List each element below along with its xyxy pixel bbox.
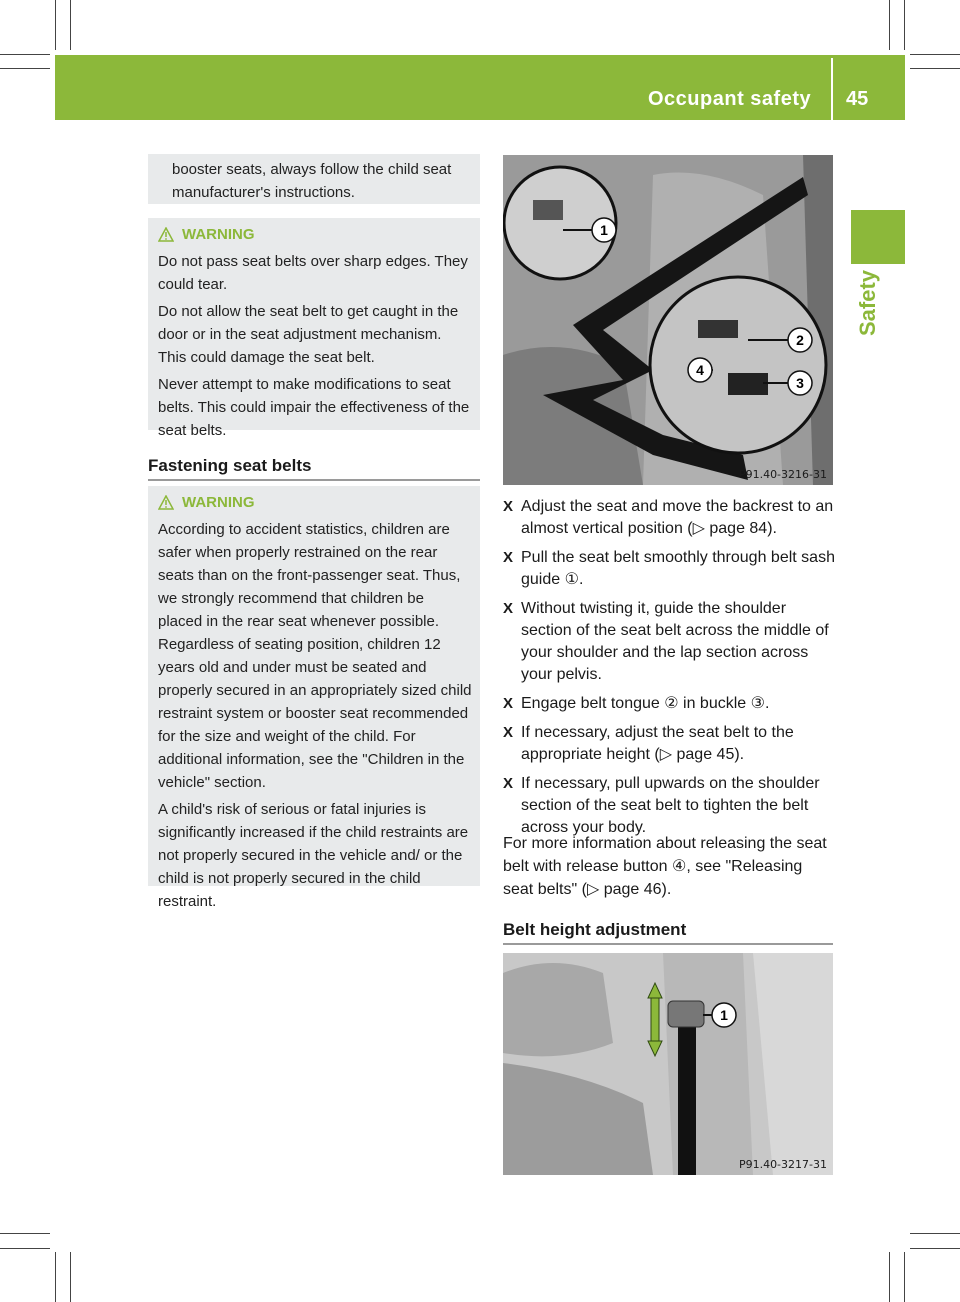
crop-mark bbox=[910, 54, 960, 55]
step-marker: X bbox=[503, 549, 514, 566]
belt-height-illustration bbox=[503, 953, 833, 1175]
step-marker: X bbox=[503, 498, 514, 515]
instruction-step: X Adjust the seat and move the backrest to an almost vertical position (▷ page 84). bbox=[503, 498, 834, 537]
warning-paragraph: Do not allow the seat belt to get caught in the door or in the seat adjustment mechanism. This could damage the seat belt. bbox=[158, 303, 459, 366]
crop-mark bbox=[910, 68, 960, 69]
instruction-step: X If necessary, pull upwards on the shoulder section of the seat belt to tighten the belt across your body. bbox=[503, 775, 820, 836]
warning-heading bbox=[158, 223, 472, 246]
callout-1-number: 1 bbox=[600, 222, 608, 238]
seat-belt-figure bbox=[503, 155, 833, 485]
crop-mark bbox=[904, 1252, 905, 1302]
crop-mark bbox=[0, 68, 50, 69]
warning-label: WARNING bbox=[182, 494, 255, 511]
crop-mark bbox=[0, 1248, 50, 1249]
release-info-paragraph: For more information about releasing the seat belt with release button ④, see "Releasing seat belts" (▷ page 46). bbox=[503, 835, 827, 898]
instruction-step: X Without twisting it, guide the shoulder section of the seat belt across the middle of your shoulder and the lap section across your pelvis. bbox=[503, 600, 829, 683]
figure-code: P91.40-3216-31 bbox=[738, 468, 827, 481]
warning-paragraph: A child's risk of serious or fatal injuries is significantly increased if the child restraints are not properly secured in the vehicle and/ or the child is not properly secured in the child restraint. bbox=[158, 801, 469, 910]
crop-mark bbox=[0, 1233, 50, 1234]
header-divider bbox=[831, 58, 833, 120]
crop-mark bbox=[70, 1252, 71, 1302]
section-tab-label: Safety bbox=[855, 269, 880, 336]
figure-code: P91.40-3217-31 bbox=[738, 1158, 827, 1171]
warning-triangle-icon bbox=[158, 495, 174, 510]
warning-paragraph: Do not pass seat belts over sharp edges. They could tear. bbox=[158, 253, 468, 293]
step-marker: X bbox=[503, 695, 514, 712]
crop-mark bbox=[910, 1248, 960, 1249]
crop-mark bbox=[910, 1233, 960, 1234]
section-rule bbox=[503, 943, 833, 945]
warning-heading bbox=[158, 491, 472, 514]
callout-1-number: 1 bbox=[720, 1007, 728, 1023]
page-title: Occupant safety bbox=[648, 88, 812, 110]
callout-2 bbox=[788, 328, 812, 352]
instruction-step: X If necessary, adjust the seat belt to the appropriate height (▷ page 45). bbox=[503, 724, 794, 763]
warning-paragraph: Never attempt to make modifications to seat belts. This could impair the effectiveness of the seat belts. bbox=[158, 376, 470, 439]
callout-2-number: 2 bbox=[796, 332, 804, 348]
warning-box-sharp-edges bbox=[148, 218, 480, 439]
crop-mark bbox=[55, 1252, 56, 1302]
warning-paragraph: According to accident statistics, children are safer when properly restrained on the rear seats than on the front-passenger seat. Thus, we strongly recommend that children be placed in the rear seat whenever possible. Regardless of seating position, children 12 years old and under must be seated and properly secured in an appropriately sized child restraint system or booster seat recommended for the size and weight of the child. For additional information, see the "Children in the vehicle" section. bbox=[158, 521, 472, 791]
note-text: booster seats, always follow the child seat manufacturer's instructions. bbox=[172, 161, 452, 201]
crop-mark bbox=[0, 54, 50, 55]
warning-triangle-icon bbox=[158, 227, 174, 242]
note-continuation bbox=[148, 154, 480, 204]
callout-3-number: 3 bbox=[796, 375, 804, 391]
section-heading-belt-height: Belt height adjustment bbox=[503, 920, 687, 939]
belt-height-figure bbox=[503, 953, 833, 1175]
step-marker: X bbox=[503, 600, 514, 617]
crop-mark bbox=[70, 0, 71, 50]
callout-1 bbox=[712, 1003, 736, 1027]
callout-1 bbox=[592, 218, 616, 242]
warning-box-children bbox=[148, 486, 480, 910]
crop-mark bbox=[55, 0, 56, 50]
instruction-steps bbox=[503, 496, 835, 846]
page-number: 45 bbox=[846, 88, 869, 110]
callout-4-number: 4 bbox=[696, 362, 704, 378]
section-heading-fastening: Fastening seat belts bbox=[148, 456, 312, 475]
section-rule bbox=[148, 479, 480, 481]
callout-4 bbox=[688, 358, 712, 382]
crop-mark bbox=[889, 1252, 890, 1302]
section-tab-marker bbox=[851, 210, 905, 264]
instruction-step: X Pull the seat belt smoothly through belt sash guide ①. bbox=[503, 549, 835, 588]
instruction-step: X Engage belt tongue ② in buckle ③. bbox=[503, 693, 835, 715]
warning-label: WARNING bbox=[182, 226, 255, 243]
crop-mark bbox=[889, 0, 890, 50]
step-marker: X bbox=[503, 724, 514, 741]
callout-3 bbox=[788, 371, 812, 395]
crop-mark bbox=[904, 0, 905, 50]
seat-belt-illustration bbox=[503, 155, 833, 485]
step-marker: X bbox=[503, 775, 514, 792]
